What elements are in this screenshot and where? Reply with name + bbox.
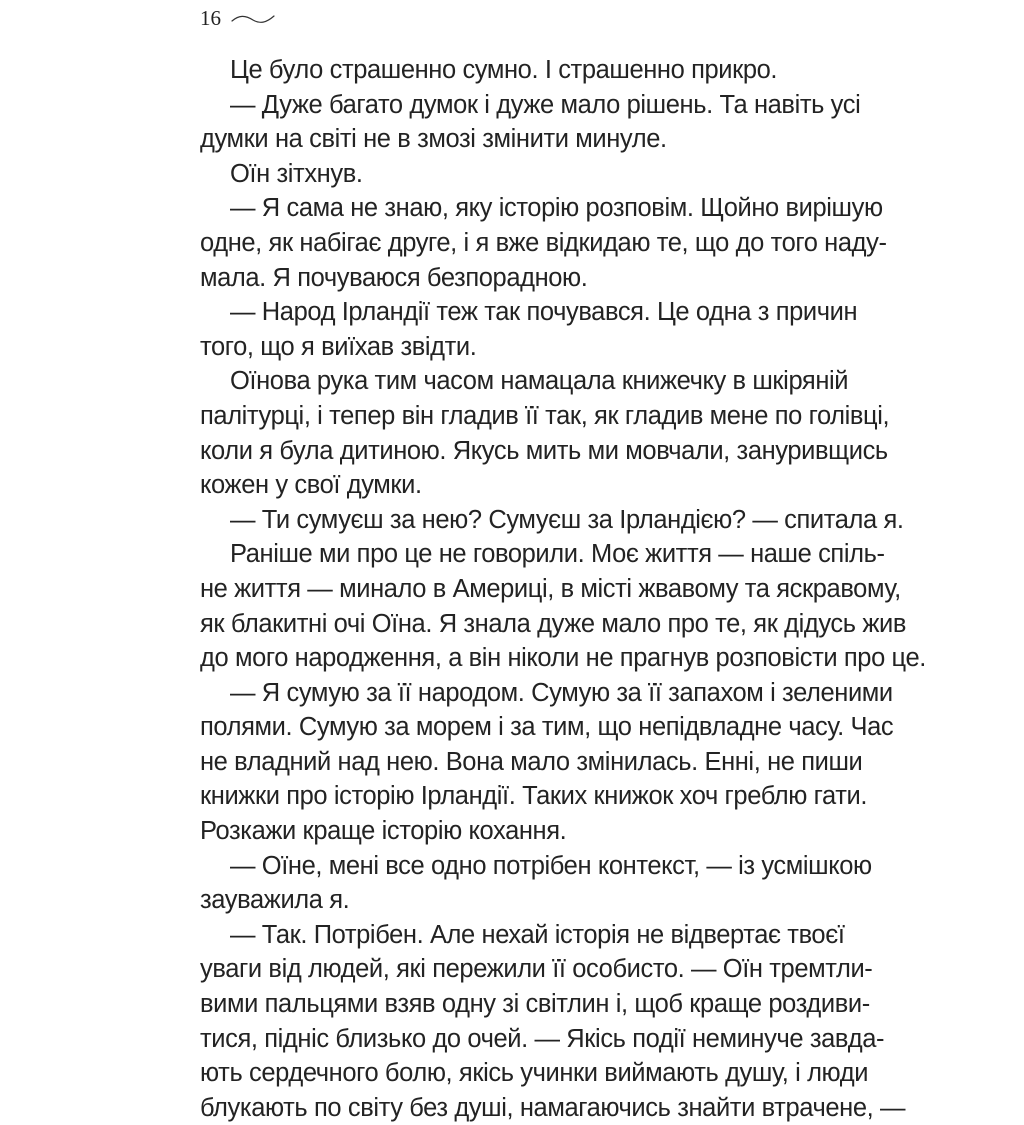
text-line: — Дуже багато думок і дуже мало рішень. Та навіть усі	[230, 90, 861, 119]
page-number: 16	[200, 6, 221, 30]
text-line: зауважила я.	[200, 886, 350, 915]
text-line: блукають по світу без душі, намагаючись знайти втрачене, —	[200, 1093, 906, 1122]
text-line: ють сердечного болю, якісь учинки виймають душу, і люди	[200, 1059, 869, 1088]
text-line: коли я була дитиною. Якусь мить ми мовчали, зануривщись	[200, 436, 888, 465]
text-line: — Я сумую за її народом. Сумую за її запахом і зеленими	[230, 678, 893, 707]
text-line: не життя — минало в Америці, в місті жвавому та яскравому,	[200, 574, 901, 603]
text-line: палітурці, і тепер він гладив її так, як гладив мене по голівці,	[200, 401, 890, 430]
text-line: думки на світі не в змозі змінити минуле.	[200, 125, 667, 154]
text-line: уваги від людей, які пережили її особисто. — Оїн тремтли-	[200, 955, 873, 984]
text-line: — Я сама не знаю, яку історію розповім. Щойно вирішую	[230, 194, 883, 223]
text-line: мала. Я почуваюся безпорадною.	[200, 263, 588, 292]
text-line: Розкажи краще історію кохання.	[200, 817, 567, 846]
text-line: того, що я виїхав звідти.	[200, 332, 477, 361]
text-line: книжки про історію Ірландії. Таких книжок хоч греблю гати.	[200, 782, 868, 811]
text-line: — Народ Ірландії теж так почувався. Це одна з причин	[230, 298, 858, 327]
text-line: до мого народження, а він ніколи не прагнув розповісти про це.	[200, 644, 926, 673]
text-line: не владний над нею. Вона мало змінилась. Енні, не пиши	[200, 747, 863, 776]
text-line: Оїн зітхнув.	[230, 159, 363, 188]
text-line: одне, як набігає друге, і я вже відкидаю те, що до того наду-	[200, 228, 887, 257]
text-line: кожен у свої думки.	[200, 471, 422, 500]
swash-ornament-icon	[231, 12, 275, 26]
body-text	[200, 53, 926, 1125]
text-line: Оїнова рука тим часом намацала книжечку в шкіряній	[230, 367, 849, 396]
text-line: — Ти сумуєш за нею? Сумуєш за Ірландією? — спитала я.	[230, 505, 904, 534]
text-line: Раніше ми про це не говорили. Моє життя — наше спіль-	[230, 540, 885, 569]
text-line: — Оїне, мені все одно потрібен контекст, — із усмішкою	[230, 851, 872, 880]
page-header	[200, 6, 275, 31]
text-line: — Так. Потрібен. Але нехай історія не відвертає твоєї	[230, 920, 845, 949]
text-line: вими пальцями взяв одну зі світлин і, щоб краще роздиви-	[200, 990, 870, 1019]
text-line: як блакитні очі Оїна. Я знала дуже мало про те, як дідусь жив	[200, 609, 906, 638]
text-line: полями. Сумую за морем і за тим, що непідвладне часу. Час	[200, 713, 894, 742]
text-line: Це було страшенно сумно. І страшенно прикро.	[230, 56, 778, 84]
text-line: тися, підніс близько до очей. — Якісь події неминуче завда-	[200, 1024, 885, 1053]
